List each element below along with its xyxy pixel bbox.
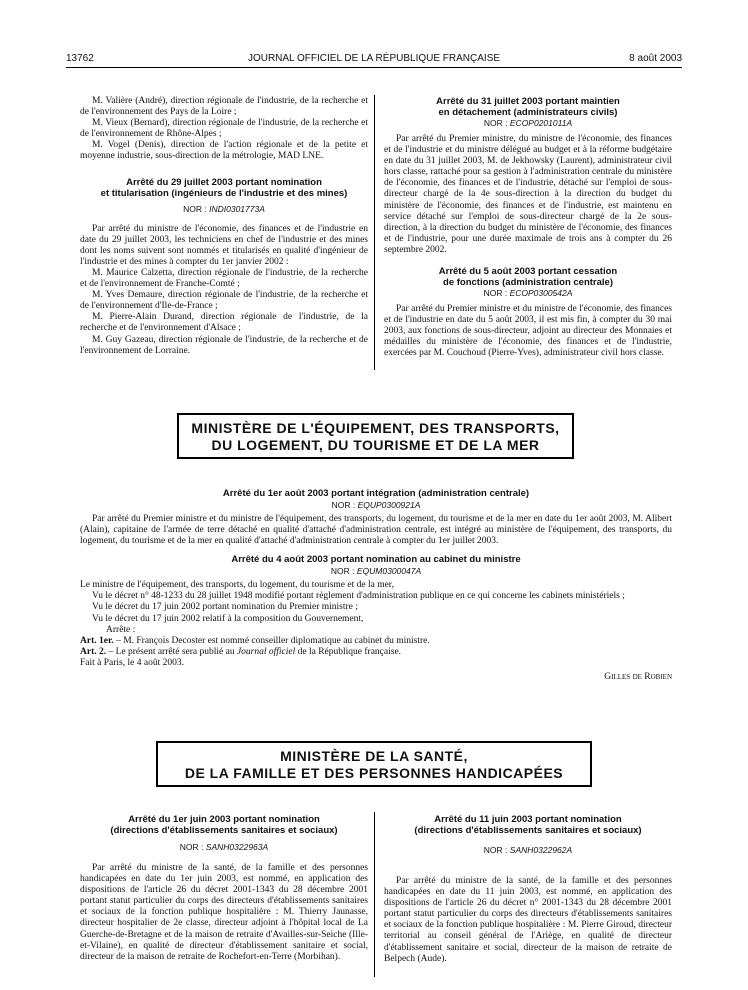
arrete-title — [384, 814, 672, 836]
nor-reference — [384, 118, 672, 129]
arrete-title: Arrêté du 4 août 2003 portant nomination au cabinet du ministre — [231, 554, 521, 566]
visa: Le ministre de l'équipement, des transports, du logement, du tourisme et de la mer, — [80, 580, 394, 591]
article-text: – Le présent arrêté sera publié au — [106, 646, 237, 657]
article-text: – M. François Decoster est nommé conseiller diplomatique au cabinet du ministre. — [113, 635, 430, 646]
nor-code: ECOP0300542A — [509, 288, 573, 299]
article-text: de la République française. — [295, 646, 402, 657]
arrete-title-line: Arrêté du 5 août 2003 portant cessation — [438, 266, 618, 278]
header-rule — [66, 67, 682, 68]
ministry-heading-equipement — [177, 413, 574, 459]
arrete-body: Par arrêté du Premier ministre et du ministre de l'équipement, des transports, du logement, du tourisme et de la mer en date du 1er août 2003, M. Alibert (Alain), capitaine de l'armée de terre détaché en qualité d'attaché d'administration centrale, est intégré au ministère de l'équipement, des transports, du logement, du tourisme et de la mer en qualité d'attaché d'administration centrale à compter du 1er juillet 2003. — [80, 514, 672, 547]
arrete-title-line: et titularisation (ingénieurs de l'industrie et des mines) — [100, 187, 348, 199]
arrete-title-line: Arrêté du 1er juin 2003 portant nomination — [128, 814, 320, 825]
nor-label: NOR : — [483, 288, 508, 299]
nor-reference — [80, 566, 672, 577]
column-divider — [374, 95, 375, 370]
issue-date: 8 août 2003 — [629, 53, 682, 64]
nor-label: NOR : — [483, 118, 508, 128]
nor-reference — [80, 204, 368, 215]
arrete-body: Par arrêté du ministre de la santé, de la famille et des personnes handicapées en date du 1er juin 2003, est nommé, en application des dispositions de l'article 26 du décret 2001-1343 du 28 décembre 2001 portant statut particulier du corps des directeurs d'établissements sanitaires et sociaux de la fonction publique hospitalière : M. Thierry Jaunasse, directeur hospitalier de 2e classe, directeur adjoint à l'hôpital local de La Guerche-de-Bretagne et de la maison de retraite d'Availles-sur-Seiche (Ille-et-Vilaine), en qualité de directeur d'établissement sanitaire et social, directeur de la maison de retraite de Rochefort-en-Terre (Morbihan). — [80, 863, 368, 962]
nor-code: SANH0322962A — [509, 845, 573, 855]
nor-label: NOR : — [183, 203, 207, 214]
nor-reference — [384, 845, 672, 856]
nor-code: ECOP0201011A — [509, 118, 573, 128]
nor-code: INDI0301773A — [209, 203, 265, 214]
arrete-title-line: Arrêté du 29 juillet 2003 portant nomination — [126, 176, 322, 188]
right-column-top — [384, 96, 672, 360]
article-label: Art. 1er. — [80, 635, 114, 646]
arrete-body: Par arrêté du ministre de l'économie, des finances et de l'industrie en date du 29 juillet 2003, les techniciens en chef de l'industrie et des mines dont les noms suivent sont nommés et titularisés en qualité d'ingénieur de l'industrie et des mines à compter du 1er janvier 2002 : — [80, 223, 368, 267]
nor-reference — [80, 842, 368, 853]
article-1 — [80, 636, 672, 647]
arrete-title — [384, 266, 672, 288]
nor-code: SANH0322963A — [205, 842, 269, 852]
arrete-word: Arrête : — [106, 624, 136, 635]
fait-a-paris: Fait à Paris, le 4 août 2003. — [80, 657, 184, 668]
name-entry: M. Guy Gazeau, direction régionale de l'industrie, de la recherche et de l'environnement de Lorraine. — [80, 334, 368, 356]
arrete-title: Arrêté du 1er août 2003 portant intégration (administration centrale) — [222, 488, 530, 499]
arrete-body: Par arrêté du Premier ministre et du ministre de l'économie, des finances et de l'industrie en date du 5 août 2003, il est mis fin, à compter du 30 mai 2003, aux fonctions de sous-directeur, adjoint au directeur des Monnaies et médailles du ministère de l'économie, des finances et de l'industrie, exercées par M. Couchoud (Pierre-Yves), administrateur civil hors classe. — [384, 304, 672, 359]
article-italic: Journal officiel — [236, 646, 296, 657]
ministry2-right-column — [384, 814, 672, 965]
name-entry: M. Yves Demaure, direction régionale de l'industrie, de la recherche et de l'environnement d'Ile-de-France ; — [80, 290, 368, 312]
page-number: 13762 — [66, 53, 94, 64]
ministry-heading-sante — [156, 741, 592, 787]
nor-reference — [384, 288, 672, 299]
ministry-heading-line: MINISTÈRE DE L'ÉQUIPEMENT, DES TRANSPORTS, — [191, 420, 560, 436]
article-label: Art. 2. — [80, 646, 107, 657]
arrete-title — [384, 96, 672, 118]
intro-line: M. Valière (André), direction régionale de l'industrie, de la recherche et de l'environnement des Pays de la Loire ; — [80, 96, 368, 118]
intro-line: M. Vogel (Denis), direction de l'action régionale et de la petite et moyenne industrie, sous-direction de la métrologie, MAD LNE. — [80, 140, 368, 162]
nor-code: EQUM0300047A — [356, 566, 422, 577]
nor-label: NOR : — [331, 500, 356, 510]
arrete-title — [80, 814, 368, 836]
ministry1-content — [80, 488, 672, 683]
arrete-title — [80, 177, 368, 199]
arrete-body: Par arrêté du ministre de la santé, de la famille et des personnes handicapées en date du 11 juin 2003, est nommé, en application des dispositions de l'article 26 du décret n° 2001-1343 du 28 décembre 2001 portant statut particulier du corps des directeurs d'établissements sanitaires et sociaux de la fonction publique hospitalière : M. Pierre Giroud, directeur territorial au conseil général de l'Ariège, en qualité de directeur d'établissement sanitaire et social, directeur de la maison de retraite de Belpech (Aude). — [384, 876, 672, 964]
visa: Vu le décret du 17 juin 2002 portant nomination du Premier ministre ; — [92, 602, 358, 613]
nor-reference — [80, 500, 672, 511]
nor-label: NOR : — [330, 566, 355, 577]
ministry-heading-line: DU LOGEMENT, DU TOURISME ET DE LA MER — [211, 437, 540, 453]
arrete-title-line: en détachement (administrateurs civils) — [438, 107, 618, 118]
nor-label: NOR : — [179, 842, 204, 852]
arrete-title-line: Arrêté du 11 juin 2003 portant nomination — [434, 814, 622, 825]
arrete-title-line: (directions d'établissements sanitaires et sociaux) — [414, 825, 642, 836]
ministry2-left-column — [80, 814, 368, 963]
arrete-body: Par arrêté du Premier ministre, du ministre de l'économie, des finances et de l'industrie et du ministre délégué au budget et à la réforme budgétaire en date du 31 juillet 2003, M. de Jekhowsky (Laurent), administrateur civil hors classe, rattaché pour sa gestion à l'administration centrale du ministère de l'économie, des finances et de l'industrie, détaché sur l'emploi de sous-directeur chargé de la 4e sous-direction à la direction du budget du ministère de l'économie, des finances et de l'industrie, est maintenu en service détaché sur l'emploi de sous-directeur chargé de la 2e sous-direction, à la direction du budget du ministère de l'économie, des finances et de l'industrie, pour une durée maximale de trois ans à compter du 26 septembre 2002. — [384, 134, 672, 255]
signature: Gilles de Robien — [604, 672, 672, 683]
ministry-heading-line: DE LA FAMILLE ET DES PERSONNES HANDICAPÉES — [184, 765, 564, 781]
nor-label: NOR : — [483, 845, 508, 855]
intro-line: M. Vieux (Bernard), direction régionale de l'industrie, de la recherche et de l'environnement de Rhône-Alpes ; — [80, 118, 368, 140]
article-2 — [80, 647, 672, 658]
column-divider — [374, 812, 375, 977]
arrete-title-line: (directions d'établissements sanitaires et sociaux) — [110, 825, 338, 836]
left-column-top — [80, 96, 368, 357]
name-entry: M. Pierre-Alain Durand, direction régionale de l'industrie, de la recherche et de l'environnement d'Alsace ; — [80, 312, 368, 334]
visa: Vu le décret du 17 juin 2002 relatif à la composition du Gouvernement, — [92, 613, 364, 624]
visa: Vu le décret n° 48-1233 du 28 juillet 1948 modifié portant règlement d'administration publique en ce qui concerne les cabinets ministériels ; — [92, 591, 625, 602]
nor-code: EQUP0300921A — [357, 500, 421, 510]
name-entry: M. Maurice Calzetta, direction régionale de l'industrie, de la recherche et de l'environnement de Franche-Comté ; — [80, 267, 368, 290]
arrete-title-line: Arrêté du 31 juillet 2003 portant maintien — [436, 96, 620, 107]
journal-title: JOURNAL OFFICIEL DE LA RÉPUBLIQUE FRANÇAISE — [247, 53, 501, 64]
arrete-title-line: de fonctions (administration centrale) — [443, 277, 613, 289]
ministry-heading-line: MINISTÈRE DE LA SANTÉ, — [280, 748, 468, 764]
